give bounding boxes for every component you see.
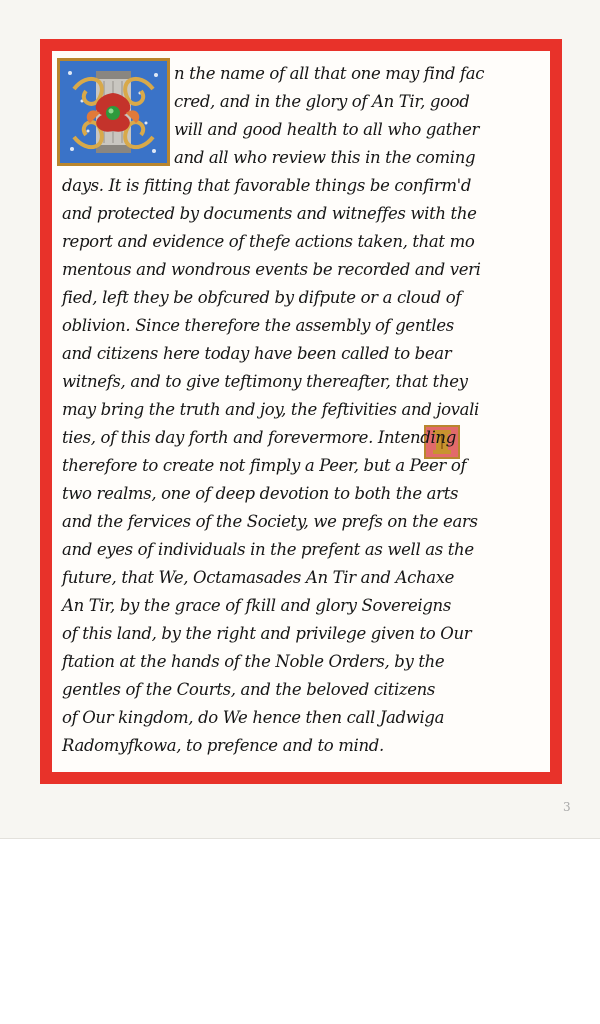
text-line-1: n the name of all that one may find fac (174, 64, 485, 83)
text-line-3: will and good health to all who gather (174, 120, 480, 139)
text-line-21: of this land, by the right and privilege given to Our (62, 624, 472, 643)
text-line-24: of Our kingdom, do We hence then call Jadwiga (62, 708, 445, 727)
text-line-8: mentous and wondrous events be recorded and veri (62, 260, 481, 279)
illuminated-initial-i-icon (57, 58, 170, 166)
text-line-15: therefore to create not fimply a Peer, but a Peer of (62, 456, 467, 475)
text-line-7: report and evidence of thefe actions taken, that mo (62, 232, 475, 251)
text-line-17: and the fervices of the Society, we prefs on the ears (62, 512, 478, 531)
text-line-14: ties, of this day forth and forevermore. Intending (62, 428, 456, 447)
text-line-13: may bring the truth and joy, the feftivities and jovali (62, 400, 479, 419)
text-line-23: gentles of the Courts, and the beloved citizens (62, 680, 436, 699)
text-line-20: An Tir, by the grace of fkill and glory Sovereigns (62, 596, 451, 615)
text-line-18: and eyes of individuals in the prefent as well as the (62, 540, 474, 559)
text-line-25: Radomyfkowa, to prefence and to mind. (62, 736, 384, 755)
page-number: 3 (563, 800, 571, 814)
text-line-6: and protected by documents and witneffes with the (62, 204, 477, 223)
text-line-22: ftation at the hands of the Noble Orders, by the (62, 652, 445, 671)
text-line-12: witnefs, and to give teftimony thereafter, that they (62, 372, 468, 391)
text-line-19: future, that We, Octamasades An Tir and Achaxe (62, 568, 455, 587)
text-line-4: and all who review this in the coming (174, 148, 476, 167)
text-line-16: two realms, one of deep devotion to both the arts (62, 484, 459, 503)
text-line-10: oblivion. Since therefore the assembly of gentles (62, 316, 454, 335)
text-line-11: and citizens here today have been called to bear (62, 344, 452, 363)
text-line-2: cred, and in the glory of An Tir, good (174, 92, 470, 111)
text-line-5: days. It is fitting that favorable things be confirm'd (62, 176, 472, 195)
text-line-9: fied, left they be obfcured by difpute or a cloud of (62, 288, 462, 307)
